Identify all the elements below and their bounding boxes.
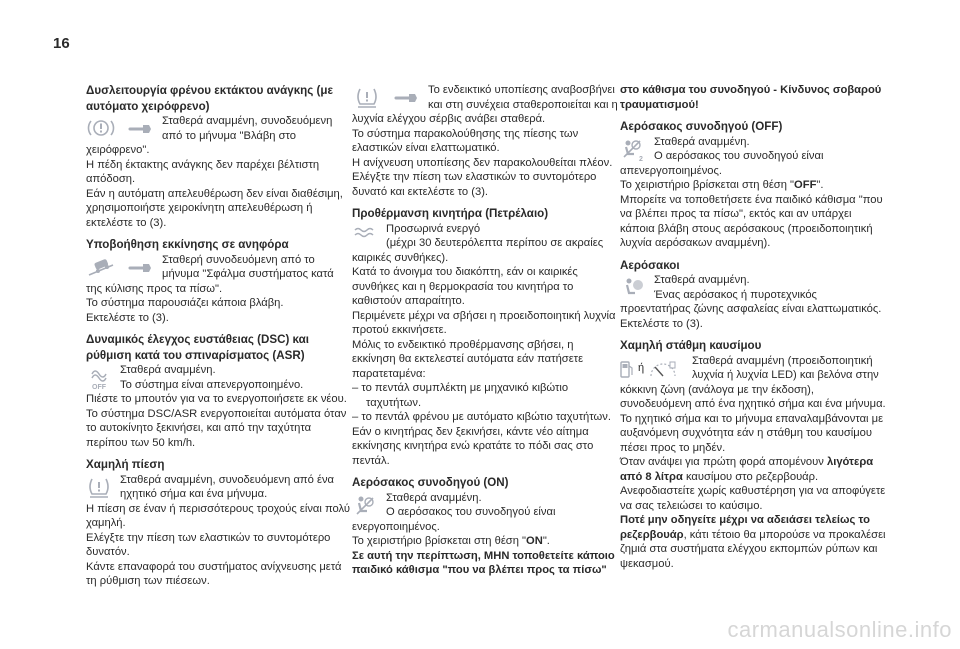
airbags-text-2: Ένας αερόσακος ή πυροτεχνικός προεντατήρας ζώνης ασφαλείας είναι ελαττωματικός. [620,288,882,315]
emergency-brake-block [86,114,352,158]
preheating-text-2: (μέχρι 30 δευτερόλεπτα περίπου σε ακραίες καιρικές συνθήκες). [352,237,604,264]
airbag-off-position-suffix: ". [816,179,824,191]
section-heading-low-fuel: Χαμηλή στάθμη καυσίμου [620,339,762,352]
airbag-on-warning [352,549,618,578]
low-pressure-text-3: Ελέγξτε την πίεση των ελαστικών το συντομότερο δυνατόν. [86,531,331,558]
airbag-on-position-suffix: ". [542,535,550,547]
airbag-off-position-value: OFF [794,179,817,191]
section-heading-preheating: Προθέρμανση κινητήρα (Πετρέλαιο) [352,207,549,220]
section-heading-hill-start: Υποβοήθηση εκκίνησης σε ανηφόρα [86,238,289,251]
brake-warning-icon [86,116,116,140]
section-heading-airbags: Αερόσακοι [620,258,680,272]
watermark: carmanualsonline.info [727,617,952,642]
passenger-airbag-off-icon [620,137,646,163]
section-heading-airbag-on: Αερόσακος συνοδηγού (ON) [352,476,509,489]
hill-start-block [86,253,352,297]
low-fuel-block [620,354,886,412]
low-pressure-text-1: Σταθερά αναμμένη, συνοδευόμενη από ένα ηχητικό σήμα και ένα μήνυμα. [120,473,335,500]
dsc-asr-block [86,363,352,392]
wrench-icon [124,255,154,279]
low-pressure-block [86,473,352,502]
airbag-icon [620,275,646,301]
dsc-off-icon [86,365,112,391]
preheating-dash-1: – το πεντάλ συμπλέκτη με μηχανικό κιβώτιο ταχυτήτων. [352,382,569,409]
low-fuel-text-5 [620,513,886,571]
tyre-pressure-icon [352,85,382,109]
airbag-off-block [620,135,886,179]
preheating-text-1: Προσωρινά ενεργό [386,222,481,235]
airbag-on-text-3 [352,534,618,549]
airbag-on-text-2: Ο αερόσακος του συνοδηγού είναι ενεργοποιημένος. [352,506,556,533]
fuel-pump-icon [620,359,634,379]
airbag-off-text-3 [620,178,886,193]
hill-start-text-1: Σταθερή συνοδευόμενη από το μήνυμα "Σφάλμα συστήματος κατά της κύλισης προς τα πίσω". [86,253,334,295]
dsc-asr-text-2: Το σύστημα είναι απενεργοποιημένο. [120,378,304,391]
wrench-icon [124,116,154,140]
low-fuel-text-2: Το ηχητικό σήμα και το μήνυμα επαναλαμβάνονται με αυξανόμενη συχνότητα εάν η στάθμη του καυσίμου πέσει προς το μηδέν. [620,412,884,454]
airbags-text-1: Σταθερά αναμμένη. [654,274,750,286]
airbags-text-3: Εκτελέστε το (3). [620,317,703,330]
airbag-on-text-1: Σταθερά αναμμένη. [386,491,482,504]
low-pressure-text-4: Κάντε επαναφορά του συστήματος ανίχνευσης μετά τη ρύθμιση των πιέσεων. [86,560,342,587]
tpms-fault-text-2: Το σύστημα παρακολούθησης της πίεσης των ελαστικών είναι ελαττωματικό. [352,127,579,154]
dsc-asr-text-4: Το σύστημα DSC/ASR ενεργοποιείται αυτόματα όταν το αυτοκίνητο ξεκινήσει, και από την ταχύτητα περίπου των 50 km/h. [86,407,347,449]
hill-start-text-3: Εκτελέστε το (3). [86,311,169,324]
low-fuel-text-1: Σταθερά αναμμένη (προειδοποιητική λυχνία ή λυχνία LED) και βελόνα στην κόκκινη ζώνη (ανάλογα με την έκδοση), συνοδευόμενη από ένα ηχητικό σήμα και ένα μήνυμα. [620,354,886,410]
tpms-fault-block [352,83,618,127]
airbag-off-position-prefix: Το χειριστήριο βρίσκεται στη θέση " [620,179,795,191]
preheating-text-5: Μόλις το ενδεικτικό προθέρμανσης σβήσει, η εκκίνηση θα εκτελεστεί αυτόματα εάν πατήσετε παρατεταμένα: [352,338,584,380]
emergency-brake-text-3: Εάν η αυτόματη απελευθέρωση δεν είναι διαθέσιμη, χρησιμοποιήστε χειροκίνητη απελευθέρωση ή εκτελέστε το (3). [86,187,343,229]
airbags-block [620,273,886,317]
tpms-fault-text-3: Η ανίχνευση υποπίεσης δεν παρακολουθείται πλέον. [352,156,613,169]
airbag-off-text-4: Μπορείτε να τοποθετήσετε ένα παιδικό κάθισμα "που να βλέπει προς τα πίσω", εκτός και αν υπάρχει κάποια βλάβη στους αερόσακους (προειδοποιητική λυχνία αερόσακων αναμμένη). [620,193,883,249]
emergency-brake-text-1: Σταθερά αναμμένη, συνοδευόμενη από το μήνυμα "Βλάβη στο χειρόφρενο". [86,115,333,156]
glow-plug-icon [352,224,378,244]
column-3 [620,83,886,571]
column-1 [86,83,352,589]
dsc-asr-text-3: Πιέστε το μπουτόν για να το ενεργοποιήσετε εκ νέου. [86,393,347,405]
tpms-fault-text-1: Το ενδεικτικό υποπίεσης αναβοσβήνει και στη συνέχεια σταθεροποιείται και η λυχνία ελέγχου σέρβις ανάβει σταθερά. [352,84,618,125]
page-number: 16 [53,35,70,52]
hill-start-icon [86,255,116,279]
passenger-airbag-on-icon [352,493,378,519]
tyre-pressure-icon [86,475,112,499]
low-fuel-text-5-bold: Ποτέ μην οδηγείτε μέχρι να αδειάσει τελείως το ρεζερβουάρ [620,514,870,541]
section-heading-emergency-brake: Δυσλειτουργία φρένου εκτάκτου ανάγκης (με αυτόματο χειρόφρενο) [86,84,333,113]
preheating-text-4: Περιμένετε μέχρι να σβήσει η προειδοποιητική λυχνία προτού εκκινήσετε. [352,309,616,336]
airbag-on-warning-continued [620,83,886,112]
dsc-asr-text-1: Σταθερά αναμμένη. [120,364,216,376]
low-fuel-text-3a: Όταν ανάψει για πρώτη φορά απομένουν [620,456,827,468]
low-fuel-text-5b: , κάτι τέτοιο θα μπορούσε να προκαλέσει ζημιά στα συστήματα ελέγχου εκπομπών ρύπων και ψεκασμού. [620,528,886,570]
airbag-on-warning-bold: Σε αυτή την περίπτωση, ΜΗΝ τοποθετείτε κάποιο παιδικό κάθισμα "που να βλέπει προς τα πίσω" [352,549,615,576]
wrench-icon [390,85,420,109]
airbag-on-position-prefix: Το χειριστήριο βρίσκεται στη θέση " [352,535,527,547]
preheating-text-3: Κατά το άνοιγμα του διακόπτη, εάν οι καιρικές συνθήκες και η θερμοκρασία του κινητήρα το καθιστούν απαραίτητο. [352,266,578,307]
airbag-off-text-1: Σταθερά αναμμένη. [654,135,750,148]
low-fuel-text-4: Ανεφοδιαστείτε χωρίς καθυστέρηση για να αποφύγετε να σας τελειώσει το καύσιμο. [620,485,886,512]
airbag-on-position-value: ON [526,535,543,547]
fuel-gauge-low-icon [648,358,678,380]
dsc-off-label: OFF [92,384,106,391]
low-pressure-text-2: Η πίεση σε έναν ή περισσότερους τροχούς είναι πολύ χαμηλή. [86,502,350,529]
column-2 [352,83,618,578]
low-fuel-text-3-bold: λιγότερα από 8 λίτρα [620,456,874,483]
icon-or-label: ή [638,362,645,375]
low-fuel-text-3c: καυσίμου στο ρεζερβουάρ. [682,470,819,483]
preheating-text-6: Εάν ο κινητήρας δεν ξεκινήσει, κάντε νέο αίτημα εκκίνησης κινητήρα ενώ κρατάτε το πόδι σας στο πεντάλ. [352,425,594,467]
hill-start-text-2: Το σύστημα παρουσιάζει κάποια βλάβη. [86,297,284,309]
svg-text:2: 2 [639,155,643,163]
airbag-on-warning-continued-bold: στο κάθισμα του συνοδηγού - Κίνδυνος σοβαρού τραυματισμού! [620,84,882,111]
preheating-dash-2: – το πεντάλ φρένου με αυτόματο κιβώτιο ταχυτήτων. [352,411,611,423]
section-heading-low-pressure: Χαμηλή πίεση [86,458,165,471]
airbag-on-block [352,491,618,535]
airbag-off-text-2: Ο αερόσακος του συνοδηγού είναι απενεργοποιημένος. [620,150,824,177]
section-heading-dsc-asr: Δυναμικός έλεγχος ευστάθειας (DSC) και ρύθμιση κατά του σπιναρίσματος (ASR) [86,333,309,362]
section-heading-airbag-off: Αερόσακος συνοδηγού (OFF) [620,120,783,133]
preheating-block [352,222,618,266]
low-fuel-text-3 [620,455,886,484]
tpms-fault-text-4: Ελέγξτε την πίεση των ελαστικών το συντομότερο δυνατό και εκτελέστε το (3). [352,171,597,198]
emergency-brake-text-2: Η πέδη έκτακτης ανάγκης δεν παρέχει βέλτιστη απόδοση. [86,158,320,185]
